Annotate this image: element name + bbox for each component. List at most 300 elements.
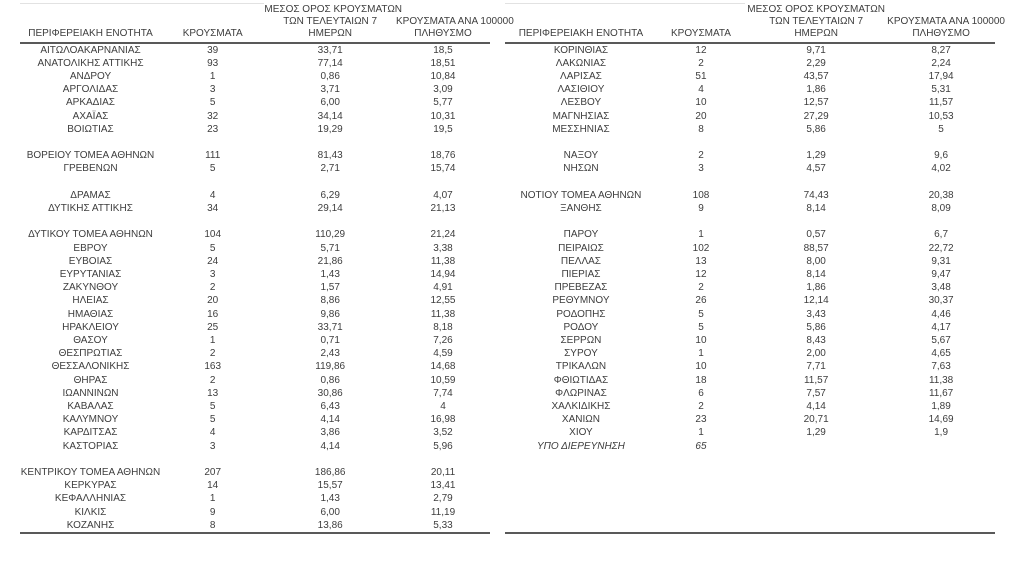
per-100k-cell: 3,48 [931,282,951,294]
cases-cell: 3 [698,163,704,175]
per-100k-cell: 18,5 [433,44,453,56]
avg-7day-cell: 29,14 [317,202,343,214]
per-100k-cell: 4 [440,400,446,412]
cases-cell [657,479,745,492]
table-row [20,202,490,215]
cases-cell: 12 [695,268,707,280]
avg-7day-cell: 4,14 [806,400,826,412]
blank-row [20,136,490,149]
cases-cell: 5 [209,400,216,412]
cases-cell: 2 [698,400,704,412]
table-row [20,57,490,70]
cases-cell: 2 [209,374,216,386]
region-name-cell: ΘΕΣΣΑΛΟΝΙΚΗΣ [51,361,130,373]
per-100k-cell: 7,74 [433,387,453,399]
cases-cell: 8 [209,519,216,531]
table-row [20,228,490,241]
per-100k-cell: 16,98 [430,414,456,426]
avg-7day-cell [745,492,887,505]
table-row [505,57,995,70]
cases-cell: 3 [209,84,216,96]
cases-cell: 2 [698,150,704,162]
table-row [505,400,995,413]
avg-7day-cell: 34,14 [317,110,343,122]
avg-7day-cell [264,176,396,189]
region-name-cell: ΚΕΝΤΡΙΚΟΥ ΤΟΜΕΑ ΑΘΗΝΩΝ [20,466,161,478]
region-name-cell: ΔΥΤΙΚΟΥ ΤΟΜΕΑ ΑΘΗΝΩΝ [28,229,153,241]
table-left-body [20,43,490,533]
cases-cell: 5 [209,97,216,109]
avg-7day-cell [745,479,887,492]
region-name-cell: ΗΜΑΘΙΑΣ [67,308,114,320]
cases-cell: 2 [209,348,216,360]
cases-cell [657,519,745,533]
table-row [505,281,995,294]
cases-cell: 2 [698,282,704,294]
region-name-cell: ΕΒΡΟΥ [73,242,108,254]
region-name-cell: ΠΙΕΡΙΑΣ [561,268,601,280]
region-name-cell [20,453,161,466]
per-100k-cell [396,215,490,228]
avg-7day-cell: 0,71 [320,334,340,346]
table-row [505,242,995,255]
avg-7day-cell: 1,43 [320,493,340,505]
per-100k-cell: 10,31 [430,110,456,122]
cases-cell: 12 [695,44,707,56]
per-100k-cell: 10,84 [430,70,456,82]
cases-cell: 8 [698,123,704,135]
region-name-cell: ΚΕΦΑΛΛΗΝΙΑΣ [54,493,127,505]
region-name-cell: ΦΘΙΩΤΙΔΑΣ [553,374,609,386]
avg-7day-cell [745,466,887,479]
avg-7day-cell: 7,57 [806,387,826,399]
per-100k-cell: 18,76 [430,150,456,162]
per-100k-cell: 11,38 [430,255,456,267]
table-row [505,440,995,453]
table-row [505,255,995,268]
per-100k-cell: 6,7 [934,229,949,241]
avg-7day-cell: 30,86 [317,387,343,399]
per-100k-cell: 4,17 [931,321,951,333]
avg-7day-cell: 33,71 [317,321,343,333]
avg-7day-cell: 1,29 [806,427,826,439]
cases-cell: 4 [209,189,216,201]
region-name-cell: ΜΕΣΣΗΝΙΑΣ [552,123,610,135]
table-row [505,308,995,321]
cases-cell: 5 [209,163,216,175]
table-row [20,83,490,96]
blank-row [20,176,490,189]
per-100k-cell: 21,13 [430,202,456,214]
table-row [505,413,995,426]
region-name-cell: ΕΥΡΥΤΑΝΙΑΣ [59,268,122,280]
col-header-region-label: ΠΕΡΙΦΕΡΕΙΑΚΗ ΕΝΟΤΗΤΑ [518,27,644,39]
avg-7day-cell: 5,86 [806,321,826,333]
avg-7day-cell: 4,14 [320,440,340,452]
region-name-cell: ΑΡΓΟΛΙΔΑΣ [62,84,119,96]
per-100k-cell: 3,09 [433,84,453,96]
cases-cell [657,215,745,228]
avg-7day-cell: 8,43 [806,334,826,346]
cases-table-right [505,3,1005,534]
avg-7day-cell: 20,71 [803,414,829,426]
region-name-cell: ΛΕΣΒΟΥ [560,97,602,109]
region-name-cell: ΡΟΔΟΠΗΣ [556,308,606,320]
region-name-cell [20,215,161,228]
avg-7day-cell [745,136,887,149]
region-name-cell: ΥΠΟ ΔΙΕΡΕΥΝΗΣΗ [536,440,625,452]
avg-7day-cell [745,453,887,466]
per-100k-cell: 7,63 [931,361,951,373]
table-row [505,294,995,307]
table-row [20,479,490,492]
cases-cell: 1 [698,229,704,241]
per-100k-cell: 4,07 [433,189,453,201]
per-100k-cell: 13,41 [430,480,456,492]
cases-cell [161,176,264,189]
blank-row [505,453,995,466]
cases-cell: 6 [698,387,704,399]
region-name-cell: ΚΑΡΔΙΤΣΑΣ [63,427,118,439]
region-name-cell [505,519,657,533]
cases-cell: 9 [698,202,704,214]
per-100k-cell: 4,02 [931,163,951,175]
region-name-cell: ΡΟΔΟΥ [563,321,599,333]
cases-cell: 10 [695,97,707,109]
avg-7day-cell [745,176,887,189]
region-name-cell [20,176,161,189]
avg-7day-cell: 1,57 [320,282,340,294]
per-100k-cell: 11,67 [928,387,954,399]
avg-7day-cell: 6,00 [320,97,340,109]
avg-7day-cell: 3,43 [806,308,826,320]
table-row [505,347,995,360]
table-row [20,466,490,479]
cases-cell: 2 [209,282,216,294]
per-100k-cell: 7,26 [433,334,453,346]
table-row [20,321,490,334]
per-100k-cell: 4,91 [433,282,453,294]
per-100k-cell: 14,69 [928,414,954,426]
table-row [20,162,490,175]
cases-cell [657,136,745,149]
avg-7day-cell: 11,57 [803,374,829,386]
avg-7day-cell: 13,86 [317,519,343,531]
avg-7day-cell: 15,57 [317,480,343,492]
per-100k-cell: 30,37 [928,295,954,307]
avg-7day-cell: 6,00 [320,506,340,518]
region-name-cell: ΑΝΔΡΟΥ [69,70,112,82]
per-100k-cell: 8,09 [931,202,951,214]
region-name-cell: ΚΙΛΚΙΣ [74,506,107,518]
region-name-cell: ΑΝΑΤΟΛΙΚΗΣ ΑΤΤΙΚΗΣ [37,57,144,69]
region-name-cell: ΠΕΙΡΑΙΩΣ [558,242,604,254]
table-row [505,387,995,400]
per-100k-cell [887,136,995,149]
blank-row [505,136,995,149]
cases-cell [657,453,745,466]
region-name-cell [505,492,657,505]
table-row [20,426,490,439]
cases-cell: 20 [207,295,219,307]
table-row [505,321,995,334]
cases-cell: 93 [207,57,219,69]
region-name-cell [505,176,657,189]
region-name-cell: ΗΛΕΙΑΣ [72,295,109,307]
per-100k-cell: 8,27 [931,44,951,56]
table-row [20,294,490,307]
avg-7day-cell: 4,14 [320,414,340,426]
per-100k-cell [887,519,995,533]
region-name-cell: ΣΕΡΡΩΝ [560,334,602,346]
per-100k-cell: 5,33 [433,519,453,531]
per-100k-cell: 1,89 [931,400,951,412]
per-100k-cell: 21,24 [430,229,456,241]
table-row [20,347,490,360]
table-row [20,334,490,347]
per-100k-cell: 10,59 [430,374,456,386]
region-name-cell: ΠΑΡΟΥ [563,229,599,241]
avg-7day-cell: 74,43 [803,189,829,201]
region-name-cell [505,136,657,149]
cases-cell: 5 [209,414,216,426]
avg-7day-cell: 2,00 [806,348,826,360]
blank-row [20,215,490,228]
table-right-body [505,43,995,533]
table-left-header [20,3,514,43]
region-name-cell: ΦΛΩΡΙΝΑΣ [555,387,607,399]
region-name-cell: ΝΗΣΩΝ [563,163,599,175]
per-100k-cell: 22,72 [928,242,954,254]
cases-cell: 26 [695,295,707,307]
table-row [20,387,490,400]
per-100k-cell [887,215,995,228]
table-row [505,123,995,136]
cases-cell: 20 [695,110,707,122]
region-name-cell: ΓΡΕΒΕΝΩΝ [63,163,118,175]
cases-cell: 108 [692,189,710,201]
avg-7day-cell: 12,14 [803,295,829,307]
table-row [505,228,995,241]
avg-7day-cell: 7,71 [806,361,826,373]
cases-cell [161,453,264,466]
blank-row [505,479,995,492]
cases-cell: 18 [695,374,707,386]
region-name-cell: ΛΑΡΙΣΑΣ [560,70,602,82]
cases-cell [161,215,264,228]
avg-7day-cell: 43,57 [803,70,829,82]
col-header-avg-7day: ΜΕΣΟΣ ΟΡΟΣ ΚΡΟΥΣΜΑΤΩΝ ΤΩΝ ΤΕΛΕΥΤΑΙΩΝ 7 ΗΜΕΡΩΝ [745,4,887,43]
region-name-cell: ΧΑΛΚΙΔΙΚΗΣ [551,400,611,412]
table-row [20,189,490,202]
per-100k-cell [887,492,995,505]
table-row [505,149,995,162]
cases-cell: 3 [209,268,216,280]
col-header-region [505,4,657,43]
avg-7day-cell: 3,86 [320,427,340,439]
avg-7day-cell: 6,29 [320,189,340,201]
table-row [505,268,995,281]
avg-7day-cell: 21,86 [317,255,343,267]
per-100k-cell: 3,38 [433,242,453,254]
col-header-per-100k: ΚΡΟΥΣΜΑΤΑ ΑΝΑ 100000 ΠΛΗΘΥΣΜΟ [887,4,995,43]
cases-cell: 39 [207,44,219,56]
region-name-cell [505,215,657,228]
region-name-cell: ΧΙΟΥ [569,427,593,439]
per-100k-cell: 9,31 [931,255,951,267]
avg-7day-cell: 5,86 [806,123,826,135]
region-name-cell: ΑΧΑΪΑΣ [72,110,109,122]
avg-7day-cell: 3,71 [320,84,340,96]
blank-row [20,453,490,466]
cases-cell: 4 [698,84,704,96]
table-row [505,162,995,175]
avg-7day-cell: 2,29 [806,57,826,69]
per-100k-cell: 15,74 [430,163,456,175]
cases-cell: 2 [698,57,704,69]
blank-row [505,176,995,189]
cases-cell: 13 [207,387,219,399]
region-name-cell [20,136,161,149]
avg-7day-cell: 77,14 [317,57,343,69]
region-name-cell: ΛΑΣΙΘΙΟΥ [557,84,605,96]
per-100k-cell: 20,11 [430,466,456,478]
table-row [20,506,490,519]
region-name-cell [505,453,657,466]
per-100k-cell [887,479,995,492]
per-100k-cell: 5,31 [931,84,951,96]
avg-7day-cell: 8,00 [806,255,826,267]
cases-cell [161,136,264,149]
per-100k-cell: 11,19 [430,506,456,518]
cases-table-left [20,3,514,534]
avg-7day-cell: 9,86 [320,308,340,320]
cases-cell: 65 [695,440,707,452]
per-100k-cell [887,440,995,453]
cases-cell: 4 [209,427,216,439]
avg-7day-cell: 1,86 [806,84,826,96]
per-100k-cell: 11,38 [928,374,954,386]
avg-7day-cell [745,215,887,228]
per-100k-cell: 5,77 [433,97,453,109]
avg-7day-cell: 8,86 [320,295,340,307]
table-row [20,149,490,162]
avg-7day-cell: 8,14 [806,202,826,214]
cases-cell: 5 [209,242,216,254]
avg-7day-cell: 19,29 [317,123,343,135]
table-row [20,242,490,255]
avg-7day-cell: 6,43 [320,400,340,412]
table-row [20,70,490,83]
region-name-cell: ΚΟΡΙΝΘΙΑΣ [553,44,609,56]
per-100k-cell: 11,38 [430,308,456,320]
region-name-cell: ΒΟΙΩΤΙΑΣ [67,123,114,135]
col-header-cases-label: ΚΡΟΥΣΜΑΤΑ [671,27,731,39]
avg-7day-cell: 2,43 [320,348,340,360]
avg-7day-cell: 81,43 [317,150,343,162]
table-row [20,492,490,505]
table-row [505,334,995,347]
table-row [505,110,995,123]
table-row [20,268,490,281]
per-100k-cell [887,506,995,519]
region-name-cell: ΕΥΒΟΙΑΣ [68,255,113,267]
table-row [20,43,490,57]
avg-7day-cell: 9,71 [806,44,826,56]
col-header-cases [657,4,745,43]
cases-cell: 3 [209,440,216,452]
per-100k-cell: 20,38 [928,189,954,201]
avg-7day-cell: 33,71 [317,44,343,56]
cases-cell: 104 [204,229,222,241]
table-row [20,110,490,123]
region-name-cell: ΚΑΣΤΟΡΙΑΣ [62,440,119,452]
cases-cell: 25 [207,321,219,333]
avg-7day-cell [745,440,887,453]
cases-cell: 13 [695,255,707,267]
per-100k-cell: 3,52 [433,427,453,439]
avg-7day-cell [745,506,887,519]
per-100k-cell [396,453,490,466]
cases-cell: 14 [207,480,219,492]
per-100k-cell: 10,53 [928,110,954,122]
blank-row [505,519,995,533]
per-100k-cell: 14,68 [430,361,456,373]
avg-7day-cell: 110,29 [315,229,346,241]
region-name-cell: ΚΟΖΑΝΗΣ [66,519,115,531]
per-100k-cell: 2,24 [931,57,951,69]
cases-cell: 24 [207,255,219,267]
per-100k-cell: 19,5 [433,123,453,135]
avg-7day-cell: 0,86 [320,70,340,82]
cases-cell: 1 [209,493,216,505]
avg-7day-cell [264,453,396,466]
per-100k-cell: 17,94 [928,70,954,82]
avg-7day-cell [745,519,887,533]
avg-7day-cell: 0,86 [320,374,340,386]
cases-cell [657,492,745,505]
per-100k-cell: 8,18 [433,321,453,333]
region-name-cell: ΑΙΤΩΛΟΑΚΑΡΝΑΝΙΑΣ [40,44,141,56]
region-name-cell: ΧΑΝΙΩΝ [561,414,600,426]
avg-7day-cell: 2,71 [320,163,340,175]
avg-7day-cell: 1,29 [806,150,826,162]
cases-cell: 5 [698,321,704,333]
col-header-region [20,4,161,43]
region-name-cell: ΛΑΚΩΝΙΑΣ [555,57,607,69]
region-name-cell: ΜΑΓΝΗΣΙΑΣ [552,110,610,122]
table-row [20,281,490,294]
avg-7day-cell: 5,71 [320,242,340,254]
avg-7day-cell: 12,57 [803,97,829,109]
cases-cell: 163 [204,361,222,373]
table-row [505,96,995,109]
table-row [20,96,490,109]
per-100k-cell [396,176,490,189]
avg-7day-cell: 8,14 [806,268,826,280]
region-name-cell: ΑΡΚΑΔΙΑΣ [66,97,115,109]
col-header-per-100k: ΚΡΟΥΣΜΑΤΑ ΑΝΑ 100000 ΠΛΗΘΥΣΜΟ [396,4,490,43]
per-100k-cell [396,136,490,149]
table-right-header [505,3,1005,43]
blank-row [505,492,995,505]
cases-cell: 16 [207,308,219,320]
cases-cell: 23 [695,414,707,426]
cases-cell [657,176,745,189]
per-100k-cell: 18,51 [430,57,456,69]
col-header-avg-7day: ΜΕΣΟΣ ΟΡΟΣ ΚΡΟΥΣΜΑΤΩΝ ΤΩΝ ΤΕΛΕΥΤΑΙΩΝ 7 ΗΜΕΡΩΝ [264,4,396,43]
region-name-cell: ΣΥΡΟΥ [564,348,598,360]
